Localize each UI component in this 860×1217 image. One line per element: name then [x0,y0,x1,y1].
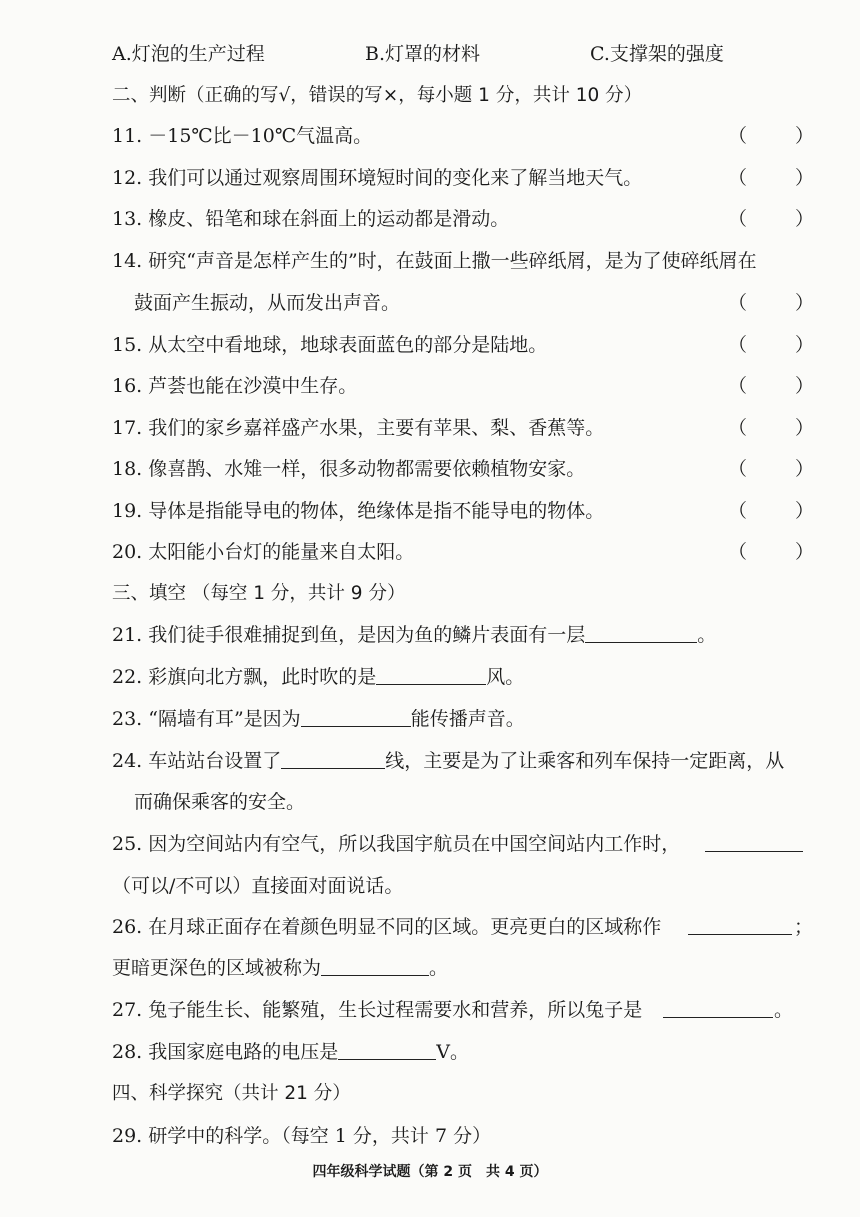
judge-item-17: 17. 我们的家乡嘉祥盛产水果，主要有苹果、梨、香蕉等。 （ ） [0,407,860,449]
answer-paren-close: ） [795,125,815,147]
judge-item-13: 13. 橡皮、铅笔和球在斜面上的运动都是滑动。 （ ） [0,198,860,240]
fill-item-22: 22. 彩旗向北方飘，此时吹的是 风。 [0,656,860,698]
fill-blank[interactable] [281,740,385,769]
page-footer: 四年级科学试题（第 2 页 共 4 页） [312,1164,548,1180]
fill-item-24-cont: 而确保乘客的安全。 [134,791,306,813]
fill-item-25: 25. 因为空间站内有空气，所以我国宇航员在中国空间站内工作时， [0,823,860,865]
fill-blank[interactable] [338,1031,436,1060]
fill-item-21: 21. 我们徒手很难捕捉到鱼，是因为鱼的鳞片表面有一层 。 [0,614,860,656]
fill-blank[interactable] [376,656,486,685]
fill-item-26-cont: 更暗更深色的区域被称为 。 [0,947,860,989]
answer-paren-open[interactable]: （ [728,334,748,356]
question-29: 29. 研学中的科学。（每空 1 分，共计 7 分） [112,1125,492,1147]
option-c: C.支撑架的强度 [590,43,724,65]
answer-paren-close: ） [795,417,815,439]
fill-item-23: 23. “隔墙有耳”是因为 能传播声音。 [0,698,860,740]
judge-item-14-cont: 鼓面产生振动，从而发出声音。 （ ） [0,282,860,324]
fill-blank[interactable] [585,614,697,643]
answer-paren-close: ） [795,292,815,314]
judge-item-19: 19. 导体是指能导电的物体，绝缘体是指不能导电的物体。 （ ） [0,490,860,532]
fill-blank[interactable] [705,823,803,852]
option-b: B.灯罩的材料 [365,43,481,65]
fill-blank[interactable] [663,989,773,1018]
answer-paren-open[interactable]: （ [728,208,748,230]
fill-blank[interactable] [688,906,792,935]
fill-blank[interactable] [301,698,411,727]
judge-item-12: 12. 我们可以通过观察周围环境短时间的变化来了解当地天气。 （ ） [0,157,860,199]
fill-blank[interactable] [321,947,429,976]
answer-paren-close: ） [795,334,815,356]
answer-paren-open[interactable]: （ [728,417,748,439]
fill-item-24: 24. 车站站台设置了 线，主要是为了让乘客和列车保持一定距离，从 [0,740,860,782]
answer-paren-close: ） [795,208,815,230]
section-2-title: 二、判断（正确的写√，错误的写×，每小题 1 分，共计 10 分） [112,85,643,106]
options-row [0,33,860,75]
judge-item-16: 16. 芦荟也能在沙漠中生存。 （ ） [0,365,860,407]
judge-item-20: 20. 太阳能小台灯的能量来自太阳。 （ ） [0,531,860,573]
fill-item-27: 27. 兔子能生长、能繁殖，生长过程需要水和营养，所以兔子是 。 [0,989,860,1031]
answer-paren-close: ） [795,167,815,189]
fill-item-28: 28. 我国家庭电路的电压是 V。 [0,1031,860,1073]
answer-paren-close: ） [795,541,815,563]
answer-paren-open[interactable]: （ [728,458,748,480]
judge-item-11: 11. －15℃比－10℃气温高。 （ ） [0,115,860,157]
answer-paren-open[interactable]: （ [728,167,748,189]
answer-paren-open[interactable]: （ [728,292,748,314]
option-a: A.灯泡的生产过程 [112,43,265,65]
fill-item-25-cont: （可以/不可以）直接面对面说话。 [112,875,404,897]
judge-item-15: 15. 从太空中看地球，地球表面蓝色的部分是陆地。 （ ） [0,324,860,366]
answer-paren-close: ） [795,375,815,397]
answer-paren-close: ） [795,500,815,522]
answer-paren-open[interactable]: （ [728,375,748,397]
section-3-title: 三、填空 （每空 1 分，共计 9 分） [112,583,406,604]
judge-item-14: 14. 研究“声音是怎样产生的”时，在鼓面上撒一些碎纸屑，是为了使碎纸屑在 [112,250,757,272]
answer-paren-open[interactable]: （ [728,500,748,522]
section-4-title: 四、科学探究（共计 21 分） [112,1083,351,1104]
fill-item-26: 26. 在月球正面存在着颜色明显不同的区域。更亮更白的区域称作 ； [0,906,860,948]
answer-paren-open[interactable]: （ [728,125,748,147]
answer-paren-close: ） [795,458,815,480]
answer-paren-open[interactable]: （ [728,541,748,563]
judge-item-18: 18. 像喜鹊、水雉一样，很多动物都需要依赖植物安家。 （ ） [0,448,860,490]
